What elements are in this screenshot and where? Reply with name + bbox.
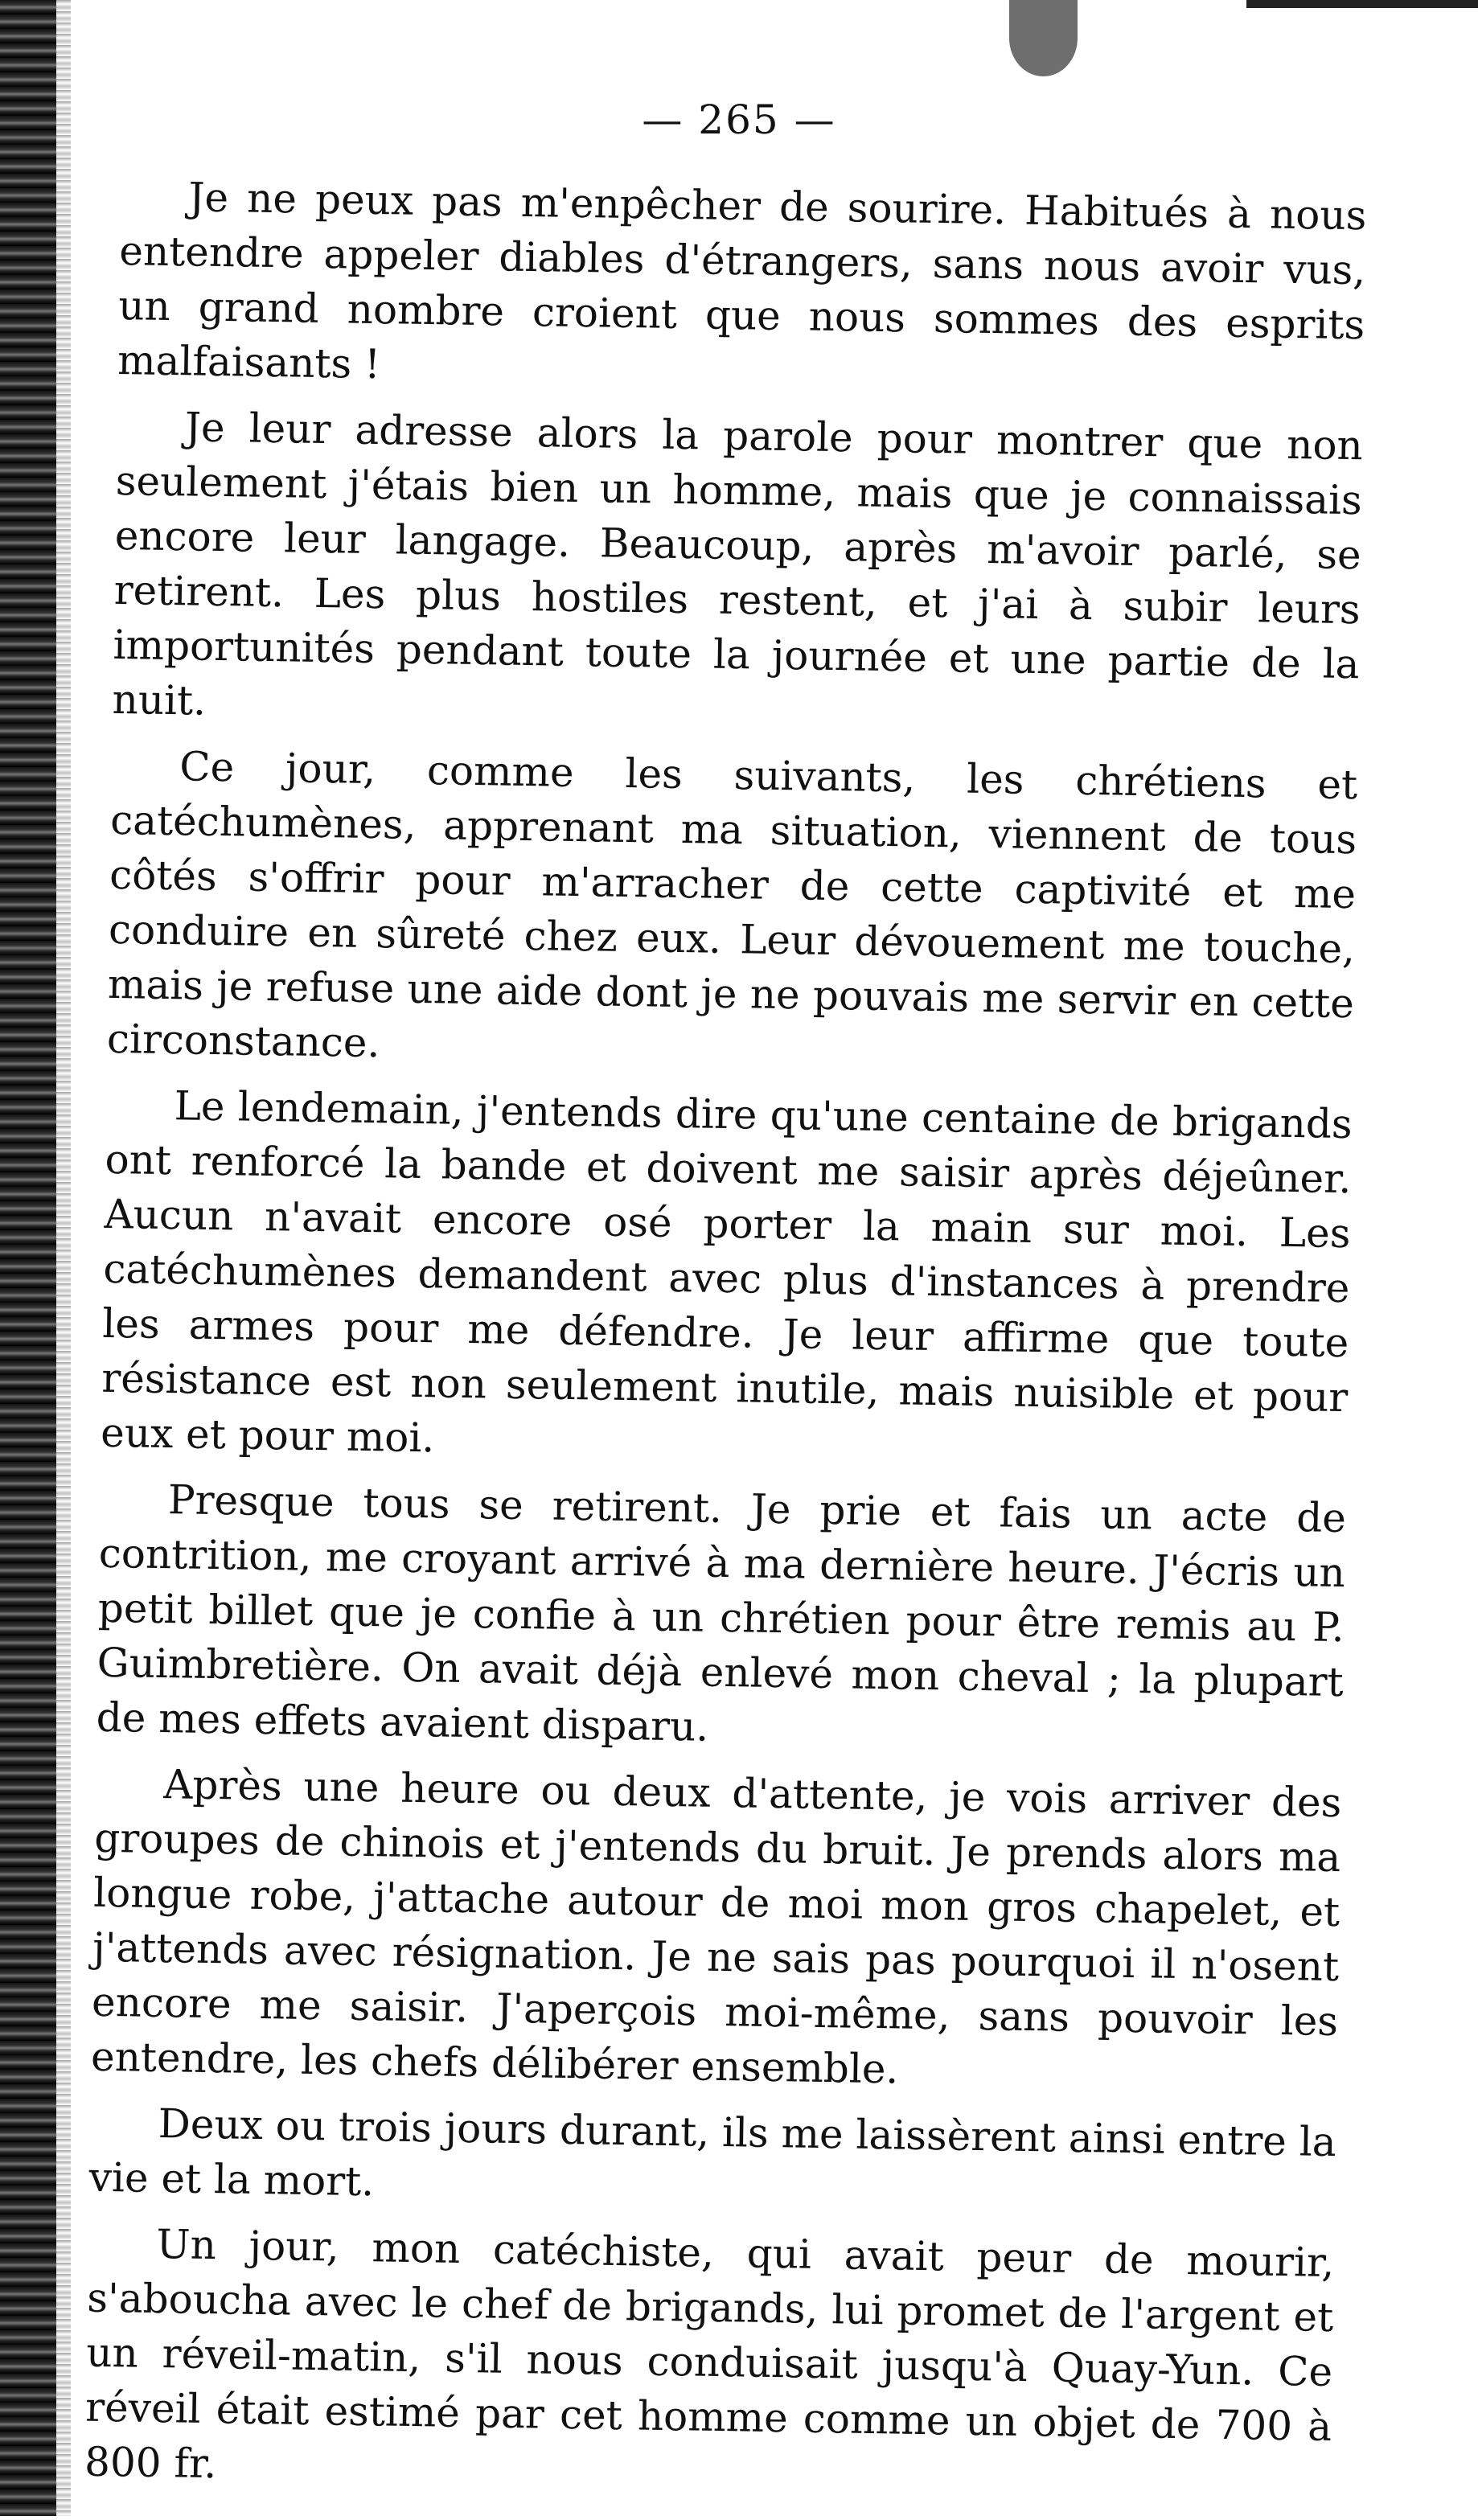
scan-edge-mark (1246, 0, 1478, 8)
page-number: — 265 — (642, 96, 836, 143)
library-stamp (1009, 0, 1078, 76)
paragraph: Ce jour, comme les suivants, les chrétiens et catéchumènes, apprenant ma situation, viennent de tous côtés s'offrir pour m'arracher de cette captivité et me conduire en sûreté chez eux. Leur dévouement me touche, mais je refuse une aide dont je ne pouvais me servir en cette circonstance. (106, 743, 1358, 1067)
book-binding-edge (0, 0, 56, 2516)
paragraph: Je leur adresse alors la parole pour montrer que non seulement j'étais bien un homme, mais que je connaissais encore leur langage. Beaucoup, après m'avoir parlé, se retirent. Les plus hostiles restent, et j'ai à subir leurs importunités pendant toute la journée et une partie de la nuit. (112, 404, 1364, 724)
paragraph: Après une heure ou deux d'attente, je vois arriver des groupes de chinois et j'entends du bruit. Je prends alors ma longue robe, j'attache autour de moi mon gros chapelet, et j'attends avec résignation. Je ne sais pas pourquoi il n'osent encore me saisir. J'aperçois moi-même, sans pouvoir les entendre, les chefs délibérer ensemble. (90, 1761, 1342, 2093)
paragraph: Je ne peux pas m'enpêcher de sourire. Habitués à nous entendre appeler diables d'étrangers, sans nous avoir vus, un grand nombre croient que nous sommes des esprits malfaisants ! (117, 174, 1367, 388)
paragraph: Un jour, mon catéchiste, qui avait peur de mourir, s'aboucha avec le chef de brigands, lui promet de l'argent et un réveil-matin, s'il nous conduisait jusqu'à Quay-Yun. Ce réveil était estimé par cet homme comme un objet de 700 à 800 fr. (84, 2221, 1335, 2488)
paragraph: Le lendemain, j'entends dire qu'une centaine de brigands ont renforcé la bande et doivent me saisir après déjeûner. Aucun n'avait encore osé porter la main sur moi. Les catéchumènes demandent avec plus d'instances à prendre les armes pour me défendre. Je leur affirme que toute résistance est non seulement inutile, mais nuisible et pour eux et pour moi. (100, 1082, 1353, 1462)
page-text (84, 169, 1366, 2520)
paragraph: Deux ou trois jours durant, ils me laissèrent ainsi entre la vie et la mort. (88, 2100, 1337, 2206)
paragraph: Presque tous se retirent. Je prie et fais un acte de contrition, me croyant arrivé à ma dernière heure. J'écris un petit billet que je confie à un chrétien pour être remis au P. Guimbretière. On avait déjà enlevé mon cheval ; la plupart de mes effets avaient disparu. (96, 1476, 1347, 1750)
